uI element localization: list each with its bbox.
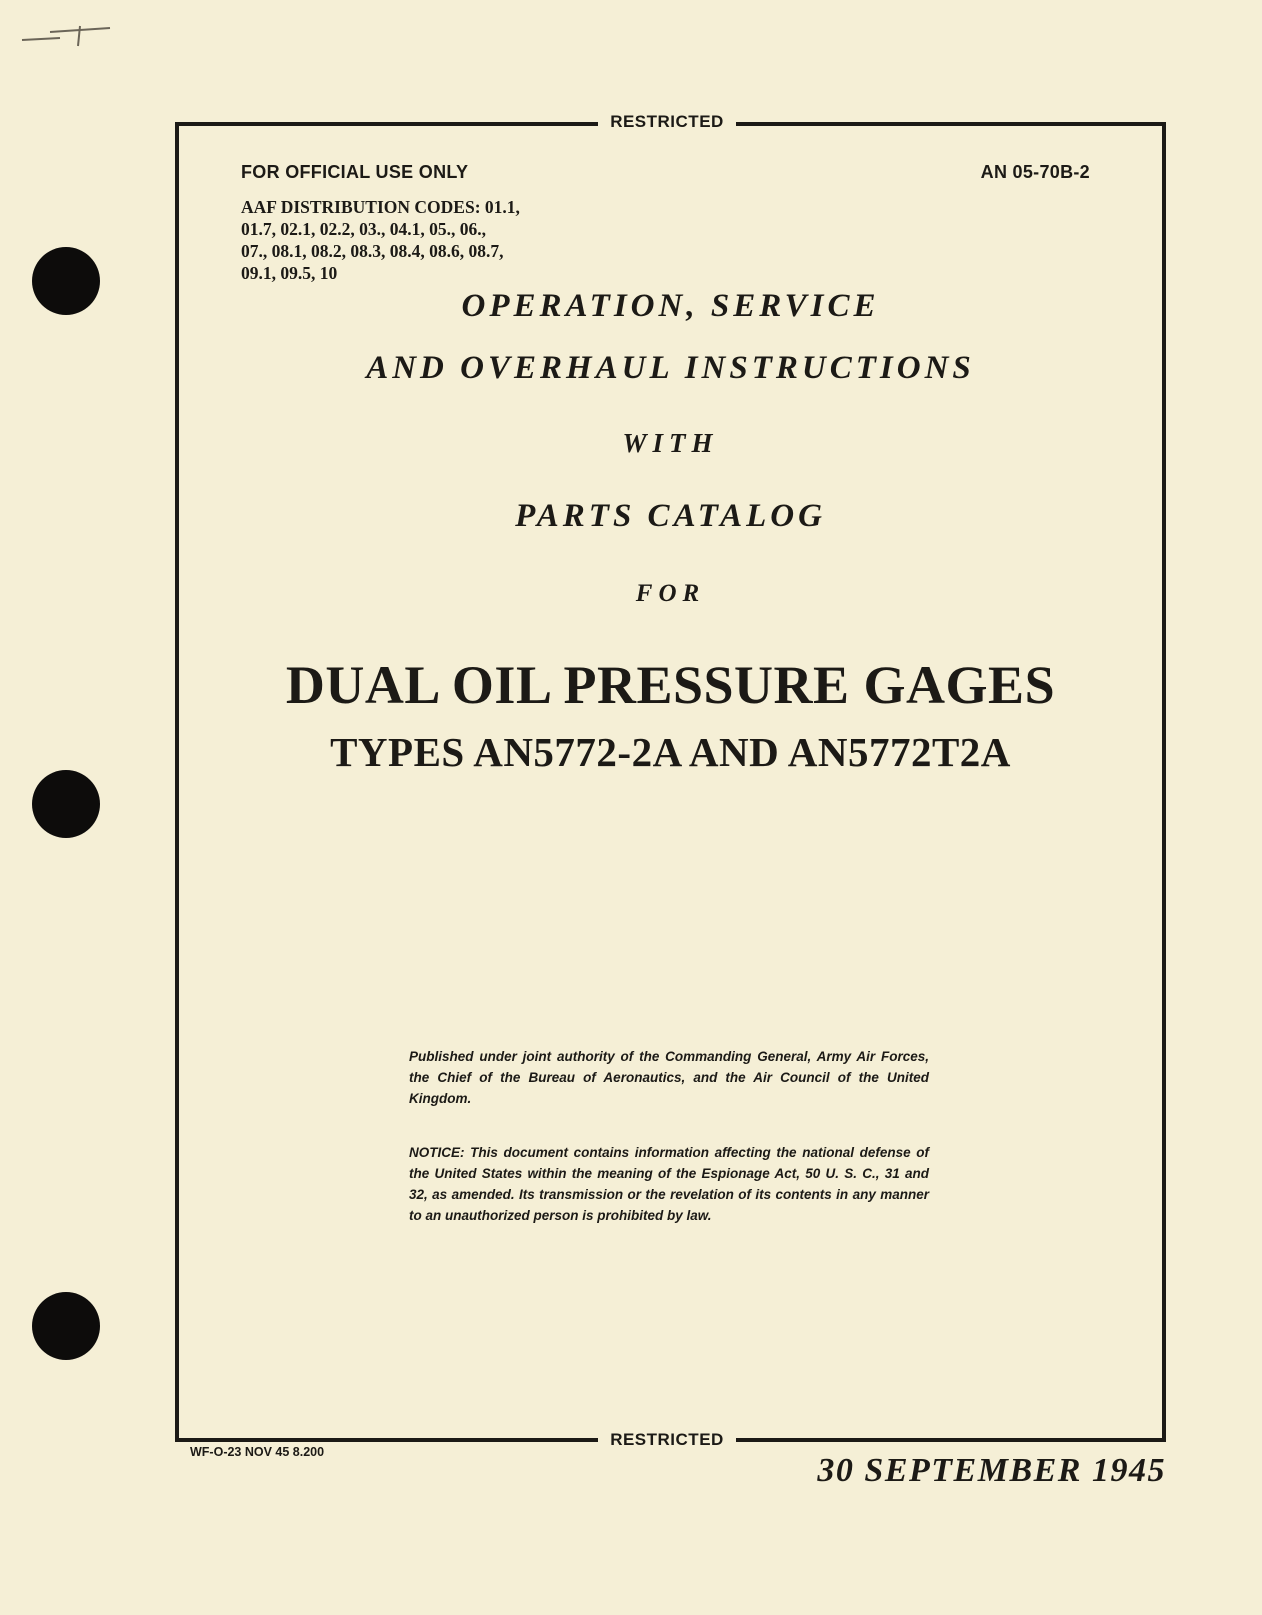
main-title: DUAL OIL PRESSURE GAGES — [285, 655, 1056, 715]
restricted-label-bottom: RESTRICTED — [610, 1430, 724, 1449]
distribution-codes-line: 01.7, 02.1, 02.2, 03., 04.1, 05., 06., — [241, 219, 486, 239]
frame-bottom-border-right — [736, 1438, 1166, 1442]
document-number: AN 05-70B-2 — [980, 162, 1090, 182]
title-line-5: FOR — [635, 580, 706, 607]
binder-hole-top — [32, 247, 100, 315]
distribution-codes — [241, 196, 611, 284]
frame-bottom-border-left — [175, 1438, 598, 1442]
title-line-1: OPERATION, SERVICE — [461, 288, 880, 324]
publication-authority-text: Published under joint authority of the Commanding General, Army Air Forces, the Chief of the Bureau of Aeronautics, and the Air Council of the United Kingdom. — [409, 1049, 929, 1106]
frame-top-border-left — [175, 122, 598, 126]
distribution-codes-line: 07., 08.1, 08.2, 08.3, 08.4, 08.6, 08.7, — [241, 241, 504, 261]
publication-date: 30 SEPTEMBER 1945 — [817, 1452, 1166, 1489]
distribution-codes-line: 09.1, 09.5, 10 — [241, 263, 338, 283]
binder-hole-bottom — [32, 1292, 100, 1360]
title-line-2: AND OVERHAUL INSTRUCTIONS — [366, 350, 975, 386]
espionage-notice-text: NOTICE: This document contains information affecting the national defense of the United States within the meaning of the Espionage Act, 50 U. S. C., 31 and 32, as amended. Its transmission or the revelation of its contents in any manner to an unauthorized person is prohibited by law. — [409, 1145, 929, 1223]
title-line-4: PARTS CATALOG — [515, 498, 826, 534]
frame-top-border-right — [736, 122, 1166, 126]
title-line-3: WITH — [622, 428, 719, 458]
types-subtitle: TYPES AN5772-2A AND AN5772T2A — [330, 729, 1011, 775]
print-code: WF-O-23 NOV 45 8.200 — [190, 1445, 325, 1459]
restricted-label-top: RESTRICTED — [610, 112, 724, 131]
distribution-codes-line: AAF DISTRIBUTION CODES: 01.1, — [241, 197, 520, 217]
binder-hole-middle — [32, 770, 100, 838]
official-use-label: FOR OFFICIAL USE ONLY — [241, 162, 469, 182]
margin-pencil-mark — [20, 22, 120, 48]
